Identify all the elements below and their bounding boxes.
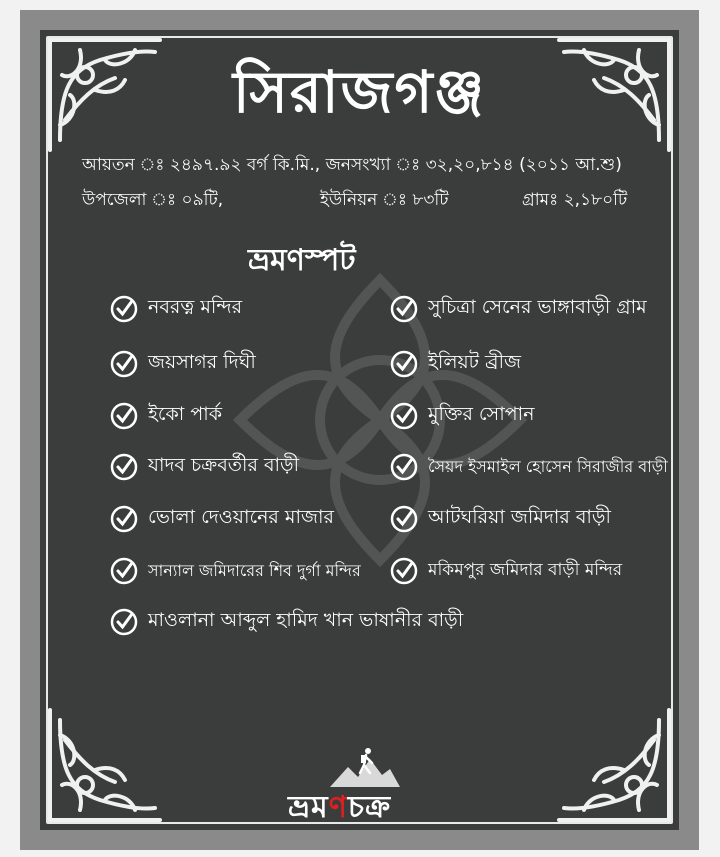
brand-logo — [270, 755, 460, 825]
brand-part-3: চক্র — [347, 790, 392, 825]
spot-label: মুক্তির সোপান — [428, 403, 535, 425]
check-circle-icon — [110, 608, 138, 636]
area-population-info: আয়তন ঃ ২৪৯৭.৯২ বর্গ কি.মি., জনসংখ্যা ঃ ৩২,২০,৮১৪ (২০১১ আ.শু) — [82, 155, 622, 175]
spot-label: সান্যাল জমিদারের শিব দুর্গা মন্দির — [148, 560, 361, 580]
check-circle-icon — [390, 350, 418, 378]
poster-frame — [20, 10, 699, 850]
list-item — [390, 554, 622, 588]
list-item — [390, 502, 611, 536]
list-item — [110, 605, 463, 639]
brand-part-2: ণ — [328, 790, 348, 825]
check-circle-icon — [390, 295, 418, 323]
list-item — [110, 399, 222, 433]
spot-label: নবরত্ন মন্দির — [148, 296, 243, 318]
check-circle-icon — [110, 350, 138, 378]
village-count: গ্রামঃ ২,১৮০টি — [522, 190, 628, 210]
brand-name — [288, 783, 391, 830]
spot-label: মকিমপুর জমিদার বাড়ী মন্দির — [428, 560, 623, 580]
corner-ornament-icon — [40, 700, 170, 830]
spot-label: যাদব চক্রবর্তীর বাড়ী — [148, 454, 300, 476]
check-circle-icon — [390, 557, 418, 585]
section-title: ভ্রমণস্পট — [248, 243, 356, 278]
page-title: সিরাজগঞ্জ — [232, 58, 487, 126]
check-circle-icon — [110, 402, 138, 430]
check-circle-icon — [390, 505, 418, 533]
check-circle-icon — [110, 295, 138, 323]
list-item — [110, 554, 361, 588]
list-item — [110, 347, 256, 381]
spot-label: সুচিত্রা সেনের ভাঙ্গাবাড়ী গ্রাম — [428, 296, 647, 318]
list-item — [390, 347, 521, 381]
spot-label: সৈয়দ ইসমাইল হোসেন সিরাজীর বাড়ী — [428, 456, 668, 476]
brand-part-1: ভ্রম — [288, 790, 329, 825]
poster-board — [40, 30, 679, 830]
spot-label: মাওলানা আব্দুল হামিদ খান ভাষানীর বাড়ী — [148, 609, 464, 631]
check-circle-icon — [390, 402, 418, 430]
spot-label: ইলিয়ট ব্রীজ — [428, 351, 522, 373]
spot-label: ইকো পার্ক — [148, 403, 223, 425]
list-item — [110, 450, 299, 484]
check-circle-icon — [110, 453, 138, 481]
list-item — [390, 399, 534, 433]
check-circle-icon — [110, 557, 138, 585]
list-item — [110, 292, 242, 326]
list-item — [390, 450, 668, 484]
spot-label: ভোলা দেওয়ানের মাজার — [148, 506, 334, 528]
list-item — [110, 502, 334, 536]
upazila-count: উপজেলা ঃ ০৯টি, — [82, 190, 224, 210]
check-circle-icon — [110, 505, 138, 533]
union-count: ইউনিয়ন ঃ ৮৩টি — [320, 190, 449, 210]
check-circle-icon — [390, 453, 418, 481]
list-item — [390, 292, 647, 326]
spot-label: জয়সাগর দিঘী — [148, 351, 256, 373]
corner-ornament-icon — [549, 700, 679, 830]
spot-label: আটঘরিয়া জমিদার বাড়ী — [428, 506, 611, 528]
